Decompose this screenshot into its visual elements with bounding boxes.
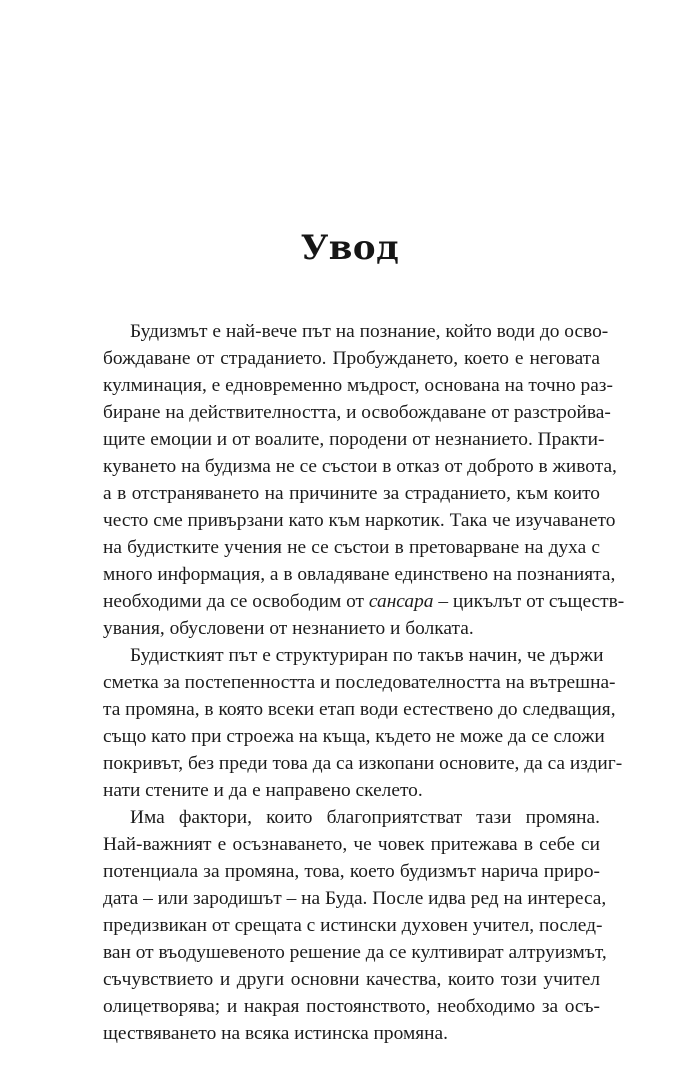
paragraph-3 [103,804,607,1047]
text-segment: – цикълът от съществ- [433,591,625,612]
text-line: дата – или зародишът – на Буда. После идва ред на интереса, [103,888,607,909]
text-line: съчувствието и други основни качества, които този учител [103,969,600,990]
text-line: много информация, а в овладяване единствено на познанията, [103,564,616,585]
text-line: Будизмът е най-вече път на познание, който води до осво- [130,321,609,342]
text-line: на будистките учения не се състои в претоварване на духа с [103,537,600,558]
text-line: Най-важният е осъзнаването, че човек притежава в себе си [103,834,600,855]
text-segment: необходими да се освободим от [103,591,369,612]
chapter-title: Увод [300,228,400,268]
text-line: Будисткият път е структуриран по такъв начин, че държи [130,645,604,666]
text-line: бождаване от страданието. Пробуждането, което е неговата [103,348,600,369]
text-line: олицетворява; и накрая постоянството, необходимо за осъ- [103,996,600,1017]
text-line: Има фактори, които благоприятстват тази промяна. [130,807,600,828]
paragraph-2 [103,642,623,804]
text-line: също като при строежа на къща, където не може да се сложи [103,726,605,747]
paragraph-1 [103,318,625,642]
text-line: често сме привързани като към наркотик. Така че изучаването [103,510,616,531]
text-line: щите емоции и от воалите, породени от незнанието. Практи- [103,429,605,450]
text-line: покривът, без преди това да са изкопани основите, да са издиг- [103,753,623,774]
text-line: а в отстраняването на причините за страданието, към които [103,483,600,504]
text-line: нати стените и да е направено скелето. [103,780,423,801]
text-line: та промяна, в която всеки етап води естествено до следващия, [103,699,616,720]
text-line: увания, обусловени от незнанието и болката. [103,618,474,639]
text-line: потенциала за промяна, това, което будизмът нарича приро- [103,861,600,882]
chapter-body [103,318,625,1047]
text-line: сметка за постепенността и последователността на вътрешна- [103,672,616,693]
text-line [103,588,625,615]
text-line: предизвикан от срещата с истински духовен учител, послед- [103,915,603,936]
text-line: биране на действителността, и освобождаване от разстройва- [103,402,611,423]
text-line: ществяването на всяка истинска промяна. [103,1023,448,1044]
text-line: куването на будизма не се състои в отказ от доброто в живота, [103,456,617,477]
text-line: ван от въодушевеното решение да се култивират алтруизмът, [103,942,607,963]
italic-term-samsara: сансара [368,591,434,612]
text-line: кулминация, е едновременно мъдрост, основана на точно раз- [103,375,613,396]
